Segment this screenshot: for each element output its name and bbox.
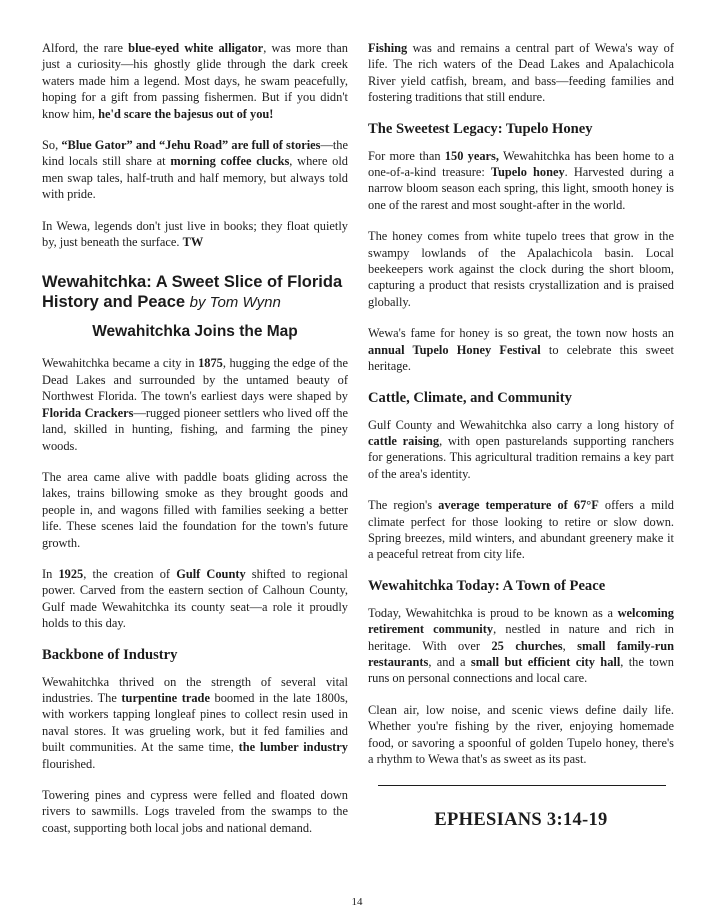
subhead-backbone-of-industry: Backbone of Industry <box>42 646 178 663</box>
gulf-county-paragraph: In 1925, the creation of Gulf County shifted to regional power. Carved from the eastern section of Calhoun County, Gulf made Wewahitchka its county seat—a role it proudly holds to this day. <box>42 566 348 631</box>
legends-paragraph: In Wewa, legends don't just live in books; they float quietly by, just beneath the surface. TW <box>42 218 348 250</box>
daily-life-paragraph: Clean air, low noise, and scenic views define daily life. Whether you're fishing by the river, enjoying homemade food, or savoring a spoonful of golden Tupelo honey, there's a rhythm to Wewa that's as sweet as its past. <box>368 702 674 766</box>
subhead-joins-the-map: Wewahitchka Joins the Map <box>92 323 298 341</box>
divider-rule <box>378 785 666 786</box>
subhead-town-of-peace: Wewahitchka Today: A Town of Peace <box>368 577 606 594</box>
tupelo-trees-paragraph: The honey comes from white tupelo trees that grow in the swampy lowlands of the Apalachicola basin. Local beekeepers work against the clock during the short bloom, capturing a product that resists crystallization and is praised globally. <box>368 229 674 309</box>
fishing-paragraph: Fishing was and remains a central part of Wewa's way of life. The rich waters of the Dead Lakes and Apalachicola River yield catfish, bream, and bass—feeding families and fostering traditions that still endure. <box>368 41 674 105</box>
today-paragraph: Today, Wewahitchka is proud to be known as a welcoming retirement community, nestled in nature and rich in heritage. With over 25 churches, small family-run restaurants, and a small but efficient city hall, the town runs on personal connections and local care. <box>368 605 674 686</box>
honey-history-paragraph: For more than 150 years, Wewahitchka has been home to a one-of-a-kind treasure: Tupelo honey. Harvested during a narrow bloom season each spring, this light, smooth honey is one of the rarest and most sought-after in the world. <box>368 148 675 212</box>
founding-paragraph: Wewahitchka became a city in 1875, hugging the edge of the Dead Lakes and surrounded by the untamed beauty of Northwest Florida. The town's earliest days were shaped by Florida Crackers—rugged pioneer settlers who lived off the land, skilled in hunting, fishing, and farming the piney woods. <box>42 356 349 453</box>
page-number: 14 <box>351 896 363 908</box>
byline: by Tom Wynn <box>189 294 281 312</box>
left-column <box>42 40 348 851</box>
subhead-tupelo-honey: The Sweetest Legacy: Tupelo Honey <box>368 120 593 137</box>
climate-paragraph: The region's average temperature of 67°F offers a mild climate perfect for those looking to retire or slow down. Spring breezes, mild winters, and abundant greenery make it a peaceful retreat from city life. <box>368 498 674 562</box>
subhead-cattle-climate: Cattle, Climate, and Community <box>368 389 572 406</box>
scripture-reference: EPHESIANS 3:14-19 <box>434 810 608 831</box>
cattle-paragraph: Gulf County and Wewahitchka also carry a long history of cattle raising, with open pasturelands supporting ranchers for generations. This agricultural tradition remains a key part of the area's identity. <box>368 417 674 481</box>
pines-paragraph: Towering pines and cypress were felled and floated down rivers to sawmills. Logs traveled from the swamps to the coast, supporting both local jobs and national demand. <box>42 788 348 835</box>
alligator-paragraph: Alford, the rare blue-eyed white alligator, was more than just a curiosity—his ghostly glide through the dark creek waters made him a legend. Most days, he swam peacefully, hoping for a gift from passing fishermen. But if you didn't know him, he'd scare the bajesus out of you! <box>42 41 348 121</box>
paddle-boats-paragraph: The area came alive with paddle boats gliding across the lakes, trains billowing smoke as they brought goods and people in, and wagons filled with families seeking a better life. These scenes laid the foundation for the town's future growth. <box>42 469 348 550</box>
festival-paragraph: Wewa's fame for honey is so great, the town now hosts an annual Tupelo Honey Festival to celebrate this sweet heritage. <box>368 326 674 374</box>
article-title: Wewahitchka: A Sweet Slice of Florida History and Peace by Tom Wynn <box>42 273 343 312</box>
industry-paragraph: Wewahitchka thrived on the strength of several vital industries. The turpentine trade boomed in the late 1800s, with workers tapping longleaf pines to collect resin used in naval stores. It was grueling work, but it fed families and built communities. At the same time, the lumber industry flourished. <box>42 674 348 771</box>
right-column <box>368 40 674 831</box>
stories-paragraph: So, “Blue Gator” and “Jehu Road” are full of stories—the kind locals still share at morning coffee clucks, where old men swap tales, half-truth and half memory, but always told with pride. <box>42 138 348 202</box>
